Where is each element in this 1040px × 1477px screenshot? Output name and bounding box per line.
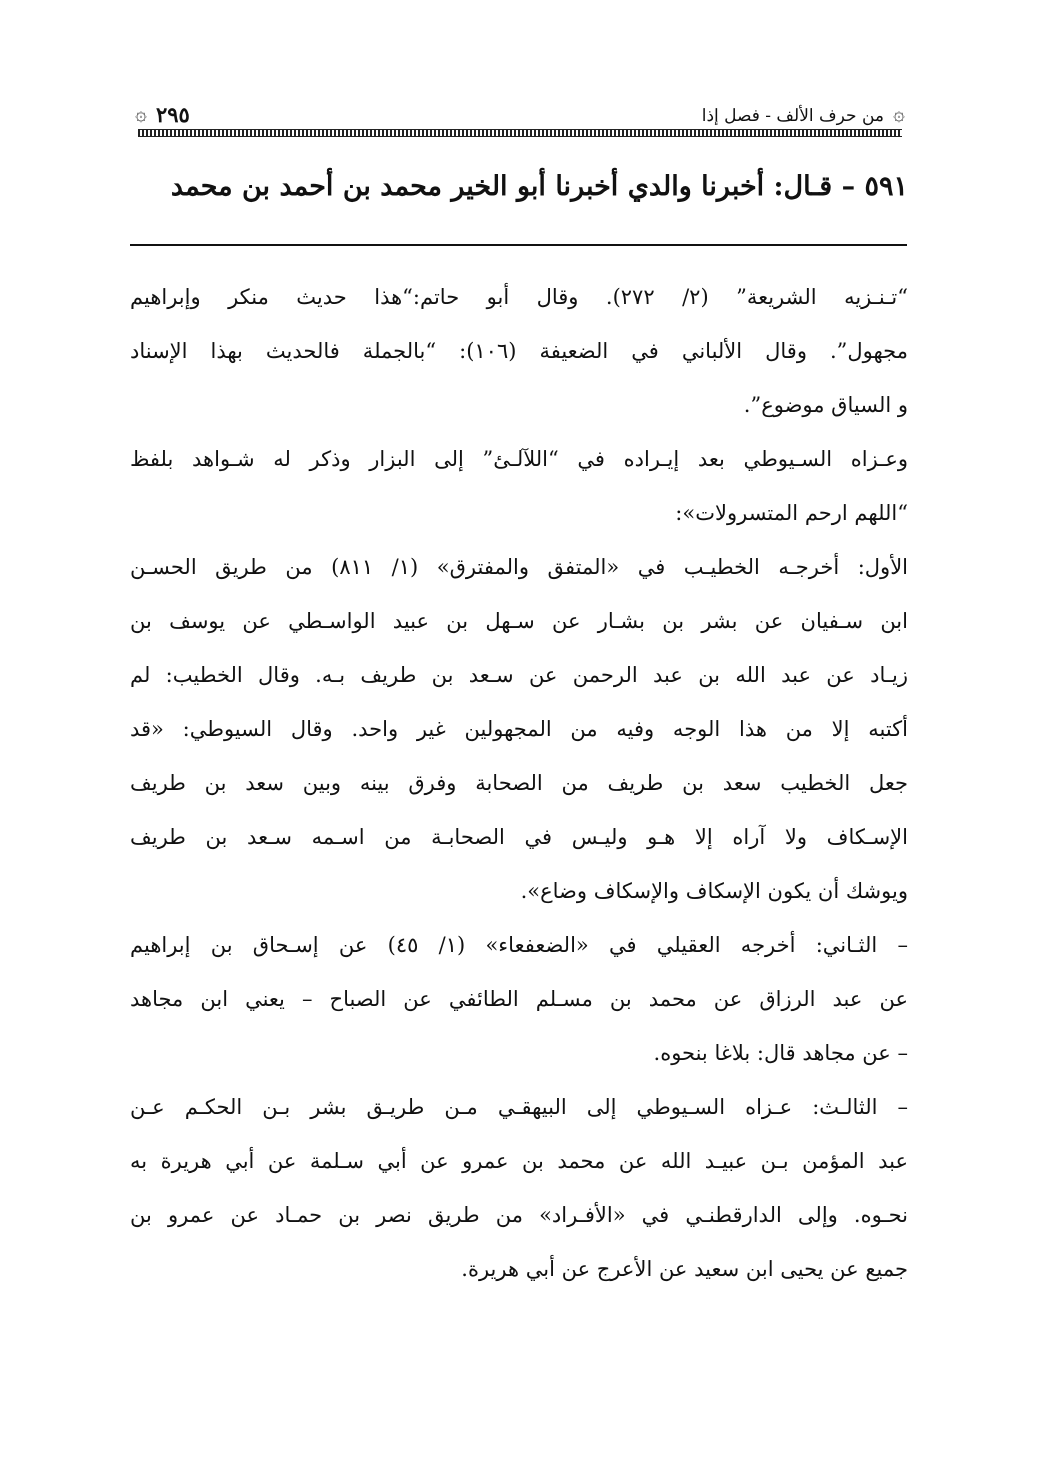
footnote-line: الإسـكاف ولا آراه إلا هـو وليـس في الصحابـة من اسـمه سـعد بن طريف <box>130 825 908 849</box>
footnote-line: عن عبد الرزاق عن محمد بن مسـلم الطائفي عن الصباح – يعني ابن مجاهد <box>130 987 908 1011</box>
footnote-line: وعـزاه السـيوطي بعد إيـراده في “اللآلـئ” إلى البزار وذكر له شـواهد بلفظ <box>130 447 908 471</box>
footnote-line: ابن سـفيان عن بشر بن بشـار عن سـهل بن عبيد الواسـطي عن يوسف بن <box>130 609 908 633</box>
footnote-line: أكتبه إلا من هذا الوجه وفيه من المجهولين غير واحد. وقال السيوطي: «قد <box>130 717 908 741</box>
footnote-line: – الثـاني: أخرجه العقيلي في «الضعفعاء» (١/ ٤٥) عن إسـحاق بن إبراهيم <box>130 933 908 957</box>
header-rule <box>138 129 902 137</box>
footnote-line: الأول: أخرجـه الخطيـب في «المتفق والمفترق» (١/ ٨١١) من طريق الحسـن <box>130 555 908 579</box>
footnote-line: – الثالـث: عـزاه السـيوطي إلى البيهقـي مـن طريـق بشر بـن الحكـم عـن <box>130 1095 908 1119</box>
footnote-line: جعل الخطيب سعد بن طريف من الصحابة وفرق بينه وبين سعد بن طريف <box>130 771 908 795</box>
header-title: من حرف الألف - فصل إذا <box>701 106 884 126</box>
footnote-line: “تـنـزيه الشريعة” (٢/ ٢٧٢). وقال أبو حاتم:“هذا حديث منكر وإبراهيم <box>130 285 908 309</box>
footnote-line: نحـوه. وإلى الدارقطنـي في «الأفـراد» من طريق نصر بن حمـاد عن عمرو بن <box>130 1203 908 1227</box>
footnote-line: عبد المؤمن بـن عبيـد الله عن محمد بن عمرو عن أبي سـلمة عن أبي هريرة به <box>130 1149 908 1173</box>
running-header <box>130 96 910 140</box>
footnote-line: مجهول”. وقال الألباني في الضعيفة (١٠٦): “بالجملة فالحديث بهذا الإسناد <box>130 339 908 363</box>
footnote-line: – عن مجاهد قال: بلاغا بنحوه. <box>653 1041 908 1065</box>
footnote-separator <box>130 244 907 246</box>
footnote-line: جميع عن يحيى ابن سعيد عن الأعرج عن أبي هريرة. <box>461 1257 908 1281</box>
page-number: ٢٩٥ <box>156 102 190 127</box>
header-ornament-right-icon: ۞ <box>893 101 905 125</box>
main-text: ٥٩١ – قـال: أخبرنا والدي أخبرنا أبو الخير محمد بن أحمد بن محمد <box>170 171 908 202</box>
footnote-line: و السياق موضوع”. <box>743 393 908 417</box>
footnote-line: زيـاد عن عبد الله بن عبد الرحمن عن سـعد بن طريف بـه. وقال الخطيب: لم <box>130 663 908 687</box>
footnote-line: “اللهم ارحم المتسرولات»: <box>675 501 908 525</box>
header-ornament-left-icon: ۞ <box>135 101 147 125</box>
footnotes-block <box>130 270 908 1296</box>
footnote-line: ويوشك أن يكون الإسكاف والإسكاف وضاع». <box>520 879 908 903</box>
